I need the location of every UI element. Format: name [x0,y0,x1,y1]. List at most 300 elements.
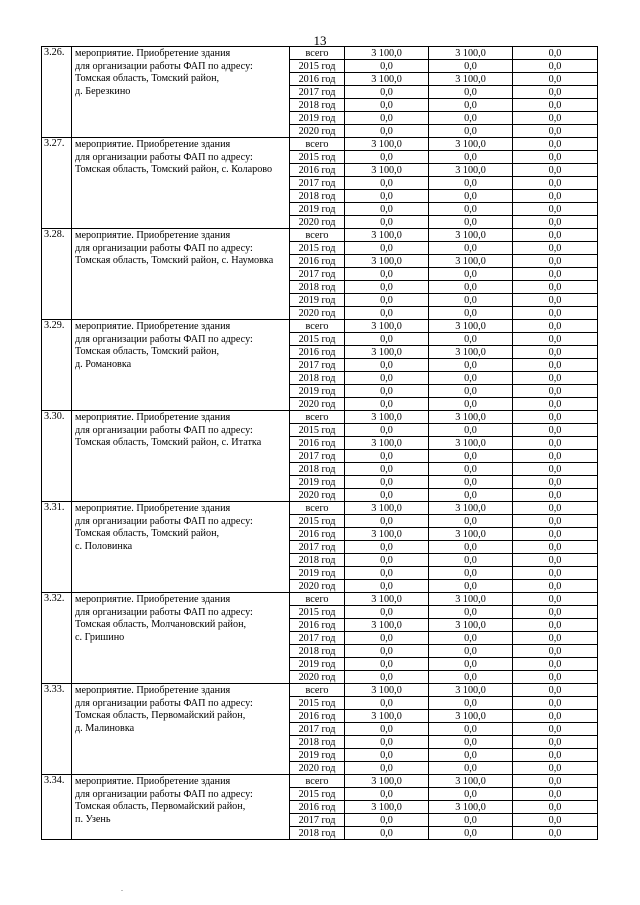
total-value-cell: 0,0 [345,281,429,294]
year-cell: 2017 год [290,86,345,99]
year-cell: 2020 год [290,216,345,229]
regional-value-cell: 0,0 [429,385,513,398]
measure-description [72,229,290,320]
total-value-cell: 0,0 [345,827,429,840]
total-value-cell: 0,0 [345,242,429,255]
other-value-cell: 0,0 [513,645,598,658]
other-value-cell: 0,0 [513,359,598,372]
total-value-cell: 3 100,0 [345,593,429,606]
total-value-cell: 3 100,0 [345,775,429,788]
other-value-cell: 0,0 [513,671,598,684]
table-row [42,138,598,151]
measure-description [72,593,290,684]
regional-value-cell: 0,0 [429,606,513,619]
total-value-cell: 0,0 [345,372,429,385]
year-cell: 2015 год [290,788,345,801]
description-line: мероприятие. Приобретение здания [75,776,231,787]
total-value-cell: 3 100,0 [345,164,429,177]
total-value-cell: 3 100,0 [345,710,429,723]
year-cell: 2017 год [290,632,345,645]
regional-value-cell: 0,0 [429,333,513,346]
table-row [42,502,598,515]
regional-value-cell: 0,0 [429,736,513,749]
measure-number: 3.33. [42,684,72,775]
year-cell: 2015 год [290,606,345,619]
regional-value-cell: 0,0 [429,359,513,372]
total-value-cell: 0,0 [345,580,429,593]
year-cell: 2016 год [290,437,345,450]
year-cell: 2018 год [290,281,345,294]
total-value-cell: 3 100,0 [345,437,429,450]
other-value-cell: 0,0 [513,489,598,502]
total-value-cell: 0,0 [345,567,429,580]
total-value-cell: 0,0 [345,190,429,203]
total-value-cell: 0,0 [345,151,429,164]
other-value-cell: 0,0 [513,437,598,450]
other-value-cell: 0,0 [513,606,598,619]
total-value-cell: 0,0 [345,736,429,749]
other-value-cell: 0,0 [513,541,598,554]
total-value-cell: 0,0 [345,762,429,775]
other-value-cell: 0,0 [513,658,598,671]
year-cell: 2020 год [290,125,345,138]
year-cell: 2016 год [290,73,345,86]
other-value-cell: 0,0 [513,99,598,112]
regional-value-cell: 0,0 [429,60,513,73]
other-value-cell: 0,0 [513,424,598,437]
total-value-cell: 0,0 [345,515,429,528]
regional-value-cell: 0,0 [429,788,513,801]
description-line: с. Половинка [75,540,133,552]
total-value-cell: 0,0 [345,476,429,489]
measure-number: 3.30. [42,411,72,502]
total-value-cell: 0,0 [345,541,429,554]
year-cell: всего [290,138,345,151]
regional-value-cell: 0,0 [429,580,513,593]
other-value-cell: 0,0 [513,697,598,710]
year-cell: всего [290,411,345,424]
other-value-cell: 0,0 [513,151,598,164]
other-value-cell: 0,0 [513,255,598,268]
other-value-cell: 0,0 [513,762,598,775]
regional-value-cell: 0,0 [429,424,513,437]
total-value-cell: 0,0 [345,645,429,658]
regional-value-cell: 0,0 [429,671,513,684]
regional-value-cell: 3 100,0 [429,801,513,814]
other-value-cell: 0,0 [513,47,598,60]
regional-value-cell: 0,0 [429,281,513,294]
total-value-cell: 0,0 [345,697,429,710]
description-line: Томская область, Томский район, с. Наумовка [75,255,274,266]
year-cell: всего [290,502,345,515]
total-value-cell: 0,0 [345,658,429,671]
description-line: мероприятие. Приобретение здания [75,594,231,605]
total-value-cell: 0,0 [345,86,429,99]
year-cell: 2017 год [290,814,345,827]
regional-value-cell: 0,0 [429,697,513,710]
year-cell: 2019 год [290,203,345,216]
description-line: мероприятие. Приобретение здания [75,321,231,332]
description-line: для организации работы ФАП по адресу: [75,424,253,436]
total-value-cell: 3 100,0 [345,619,429,632]
measure-number: 3.31. [42,502,72,593]
total-value-cell: 3 100,0 [345,229,429,242]
year-cell: 2015 год [290,151,345,164]
other-value-cell: 0,0 [513,216,598,229]
measure-number: 3.26. [42,47,72,138]
description-line: для организации работы ФАП по адресу: [75,333,253,345]
description-line: Томская область, Томский район, [75,528,220,539]
measure-number: 3.28. [42,229,72,320]
total-value-cell: 3 100,0 [345,73,429,86]
year-cell: 2018 год [290,372,345,385]
regional-value-cell: 3 100,0 [429,138,513,151]
regional-value-cell: 0,0 [429,190,513,203]
description-line: мероприятие. Приобретение здания [75,230,231,241]
year-cell: 2016 год [290,528,345,541]
year-cell: 2020 год [290,671,345,684]
description-line: д. Романовка [75,358,132,370]
regional-value-cell: 0,0 [429,515,513,528]
regional-value-cell: 0,0 [429,112,513,125]
other-value-cell: 0,0 [513,177,598,190]
other-value-cell: 0,0 [513,710,598,723]
other-value-cell: 0,0 [513,476,598,489]
other-value-cell: 0,0 [513,346,598,359]
regional-value-cell: 0,0 [429,567,513,580]
regional-value-cell: 0,0 [429,489,513,502]
total-value-cell: 0,0 [345,125,429,138]
total-value-cell: 0,0 [345,606,429,619]
measure-description [72,47,290,138]
description-line: мероприятие. Приобретение здания [75,48,231,59]
regional-value-cell: 0,0 [429,814,513,827]
total-value-cell: 0,0 [345,112,429,125]
regional-value-cell: 0,0 [429,554,513,567]
measure-description [72,138,290,229]
other-value-cell: 0,0 [513,827,598,840]
year-cell: 2015 год [290,242,345,255]
measure-number: 3.32. [42,593,72,684]
total-value-cell: 3 100,0 [345,346,429,359]
other-value-cell: 0,0 [513,203,598,216]
year-cell: 2019 год [290,112,345,125]
regional-value-cell: 3 100,0 [429,593,513,606]
other-value-cell: 0,0 [513,502,598,515]
year-cell: 2018 год [290,463,345,476]
measure-description [72,502,290,593]
table-row [42,320,598,333]
year-cell: 2020 год [290,489,345,502]
measure-number: 3.34. [42,775,72,840]
regional-value-cell: 0,0 [429,398,513,411]
year-cell: 2015 год [290,60,345,73]
description-line: Томская область, Томский район, с. Итатка [75,437,262,448]
regional-value-cell: 0,0 [429,541,513,554]
total-value-cell: 0,0 [345,294,429,307]
year-cell: всего [290,320,345,333]
total-value-cell: 0,0 [345,60,429,73]
total-value-cell: 0,0 [345,216,429,229]
description-line: для организации работы ФАП по адресу: [75,788,253,800]
regional-value-cell: 0,0 [429,216,513,229]
regional-value-cell: 3 100,0 [429,47,513,60]
description-line: Томская область, Томский район, [75,73,220,84]
regional-value-cell: 3 100,0 [429,775,513,788]
other-value-cell: 0,0 [513,684,598,697]
year-cell: 2016 год [290,619,345,632]
year-cell: 2019 год [290,749,345,762]
regional-value-cell: 0,0 [429,749,513,762]
table-row [42,229,598,242]
total-value-cell: 0,0 [345,333,429,346]
other-value-cell: 0,0 [513,307,598,320]
description-line: Томская область, Первомайский район, [75,710,246,721]
description-line: мероприятие. Приобретение здания [75,685,231,696]
year-cell: 2019 год [290,385,345,398]
total-value-cell: 0,0 [345,203,429,216]
other-value-cell: 0,0 [513,372,598,385]
year-cell: 2018 год [290,827,345,840]
year-cell: всего [290,229,345,242]
regional-value-cell: 0,0 [429,476,513,489]
total-value-cell: 0,0 [345,307,429,320]
year-cell: всего [290,775,345,788]
other-value-cell: 0,0 [513,73,598,86]
other-value-cell: 0,0 [513,749,598,762]
year-cell: 2017 год [290,177,345,190]
regional-value-cell: 3 100,0 [429,320,513,333]
year-cell: 2017 год [290,450,345,463]
other-value-cell: 0,0 [513,125,598,138]
regional-value-cell: 3 100,0 [429,684,513,697]
budget-table [41,46,598,840]
regional-value-cell: 0,0 [429,177,513,190]
total-value-cell: 3 100,0 [345,801,429,814]
total-value-cell: 0,0 [345,632,429,645]
total-value-cell: 0,0 [345,398,429,411]
year-cell: 2019 год [290,476,345,489]
regional-value-cell: 0,0 [429,99,513,112]
description-line: с. Гришино [75,631,125,643]
year-cell: 2016 год [290,801,345,814]
measure-number: 3.29. [42,320,72,411]
description-line: п. Узень [75,813,111,825]
measure-description [72,684,290,775]
total-value-cell: 3 100,0 [345,502,429,515]
regional-value-cell: 0,0 [429,827,513,840]
other-value-cell: 0,0 [513,619,598,632]
measure-description [72,411,290,502]
total-value-cell: 0,0 [345,424,429,437]
other-value-cell: 0,0 [513,294,598,307]
total-value-cell: 0,0 [345,671,429,684]
other-value-cell: 0,0 [513,736,598,749]
description-line: д. Березкино [75,85,131,97]
year-cell: всего [290,684,345,697]
regional-value-cell: 0,0 [429,307,513,320]
table-row [42,684,598,697]
year-cell: 2017 год [290,541,345,554]
other-value-cell: 0,0 [513,398,598,411]
regional-value-cell: 0,0 [429,723,513,736]
year-cell: 2020 год [290,398,345,411]
other-value-cell: 0,0 [513,411,598,424]
year-cell: 2020 год [290,307,345,320]
budget-table-body [42,47,598,840]
year-cell: 2018 год [290,99,345,112]
description-line: мероприятие. Приобретение здания [75,412,231,423]
total-value-cell: 0,0 [345,99,429,112]
regional-value-cell: 0,0 [429,151,513,164]
table-row [42,47,598,60]
total-value-cell: 0,0 [345,554,429,567]
regional-value-cell: 0,0 [429,268,513,281]
other-value-cell: 0,0 [513,229,598,242]
other-value-cell: 0,0 [513,281,598,294]
description-line: для организации работы ФАП по адресу: [75,242,253,254]
other-value-cell: 0,0 [513,450,598,463]
description-line: д. Малиновка [75,722,135,734]
total-value-cell: 3 100,0 [345,47,429,60]
regional-value-cell: 0,0 [429,203,513,216]
regional-value-cell: 0,0 [429,450,513,463]
scan-dot: . [121,884,123,893]
description-line: Томская область, Томский район, [75,346,220,357]
total-value-cell: 0,0 [345,177,429,190]
description-line: для организации работы ФАП по адресу: [75,697,253,709]
total-value-cell: 3 100,0 [345,255,429,268]
regional-value-cell: 0,0 [429,463,513,476]
other-value-cell: 0,0 [513,788,598,801]
total-value-cell: 0,0 [345,814,429,827]
total-value-cell: 0,0 [345,450,429,463]
other-value-cell: 0,0 [513,554,598,567]
year-cell: 2020 год [290,580,345,593]
year-cell: всего [290,47,345,60]
year-cell: 2016 год [290,164,345,177]
other-value-cell: 0,0 [513,632,598,645]
year-cell: 2016 год [290,346,345,359]
year-cell: 2018 год [290,736,345,749]
total-value-cell: 3 100,0 [345,320,429,333]
other-value-cell: 0,0 [513,567,598,580]
description-line: для организации работы ФАП по адресу: [75,151,253,163]
other-value-cell: 0,0 [513,112,598,125]
year-cell: 2017 год [290,359,345,372]
total-value-cell: 3 100,0 [345,411,429,424]
regional-value-cell: 3 100,0 [429,346,513,359]
table-row [42,411,598,424]
description-line: мероприятие. Приобретение здания [75,139,231,150]
total-value-cell: 0,0 [345,359,429,372]
year-cell: 2017 год [290,723,345,736]
description-line: для организации работы ФАП по адресу: [75,515,253,527]
year-cell: 2017 год [290,268,345,281]
regional-value-cell: 0,0 [429,632,513,645]
total-value-cell: 0,0 [345,385,429,398]
measure-description [72,775,290,840]
regional-value-cell: 0,0 [429,86,513,99]
other-value-cell: 0,0 [513,385,598,398]
regional-value-cell: 3 100,0 [429,437,513,450]
other-value-cell: 0,0 [513,515,598,528]
regional-value-cell: 3 100,0 [429,619,513,632]
other-value-cell: 0,0 [513,775,598,788]
total-value-cell: 0,0 [345,788,429,801]
year-cell: 2018 год [290,190,345,203]
total-value-cell: 0,0 [345,749,429,762]
regional-value-cell: 0,0 [429,372,513,385]
other-value-cell: 0,0 [513,320,598,333]
year-cell: 2015 год [290,515,345,528]
regional-value-cell: 3 100,0 [429,411,513,424]
total-value-cell: 3 100,0 [345,138,429,151]
total-value-cell: 0,0 [345,268,429,281]
other-value-cell: 0,0 [513,60,598,73]
table-row [42,593,598,606]
year-cell: 2019 год [290,658,345,671]
other-value-cell: 0,0 [513,190,598,203]
description-line: Томская область, Молчановский район, [75,619,247,630]
year-cell: 2018 год [290,645,345,658]
description-line: Томская область, Томский район, с. Коларово [75,164,273,175]
year-cell: 2015 год [290,333,345,346]
other-value-cell: 0,0 [513,268,598,281]
regional-value-cell: 0,0 [429,294,513,307]
description-line: для организации работы ФАП по адресу: [75,606,253,618]
total-value-cell: 0,0 [345,489,429,502]
other-value-cell: 0,0 [513,242,598,255]
regional-value-cell: 3 100,0 [429,502,513,515]
year-cell: 2016 год [290,710,345,723]
description-line: Томская область, Первомайский район, [75,801,246,812]
page-number: 13 [313,33,327,48]
year-cell: 2019 год [290,567,345,580]
total-value-cell: 3 100,0 [345,528,429,541]
measure-description [72,320,290,411]
regional-value-cell: 0,0 [429,125,513,138]
regional-value-cell: 0,0 [429,762,513,775]
total-value-cell: 0,0 [345,723,429,736]
other-value-cell: 0,0 [513,814,598,827]
other-value-cell: 0,0 [513,801,598,814]
other-value-cell: 0,0 [513,580,598,593]
total-value-cell: 0,0 [345,463,429,476]
year-cell: 2018 год [290,554,345,567]
regional-value-cell: 3 100,0 [429,255,513,268]
year-cell: 2015 год [290,697,345,710]
other-value-cell: 0,0 [513,593,598,606]
other-value-cell: 0,0 [513,86,598,99]
regional-value-cell: 0,0 [429,242,513,255]
regional-value-cell: 3 100,0 [429,73,513,86]
other-value-cell: 0,0 [513,138,598,151]
other-value-cell: 0,0 [513,164,598,177]
other-value-cell: 0,0 [513,463,598,476]
year-cell: 2020 год [290,762,345,775]
regional-value-cell: 3 100,0 [429,229,513,242]
year-cell: всего [290,593,345,606]
regional-value-cell: 0,0 [429,658,513,671]
year-cell: 2015 год [290,424,345,437]
table-row [42,775,598,788]
measure-number: 3.27. [42,138,72,229]
description-line: для организации работы ФАП по адресу: [75,60,253,72]
year-cell: 2019 год [290,294,345,307]
total-value-cell: 3 100,0 [345,684,429,697]
other-value-cell: 0,0 [513,333,598,346]
